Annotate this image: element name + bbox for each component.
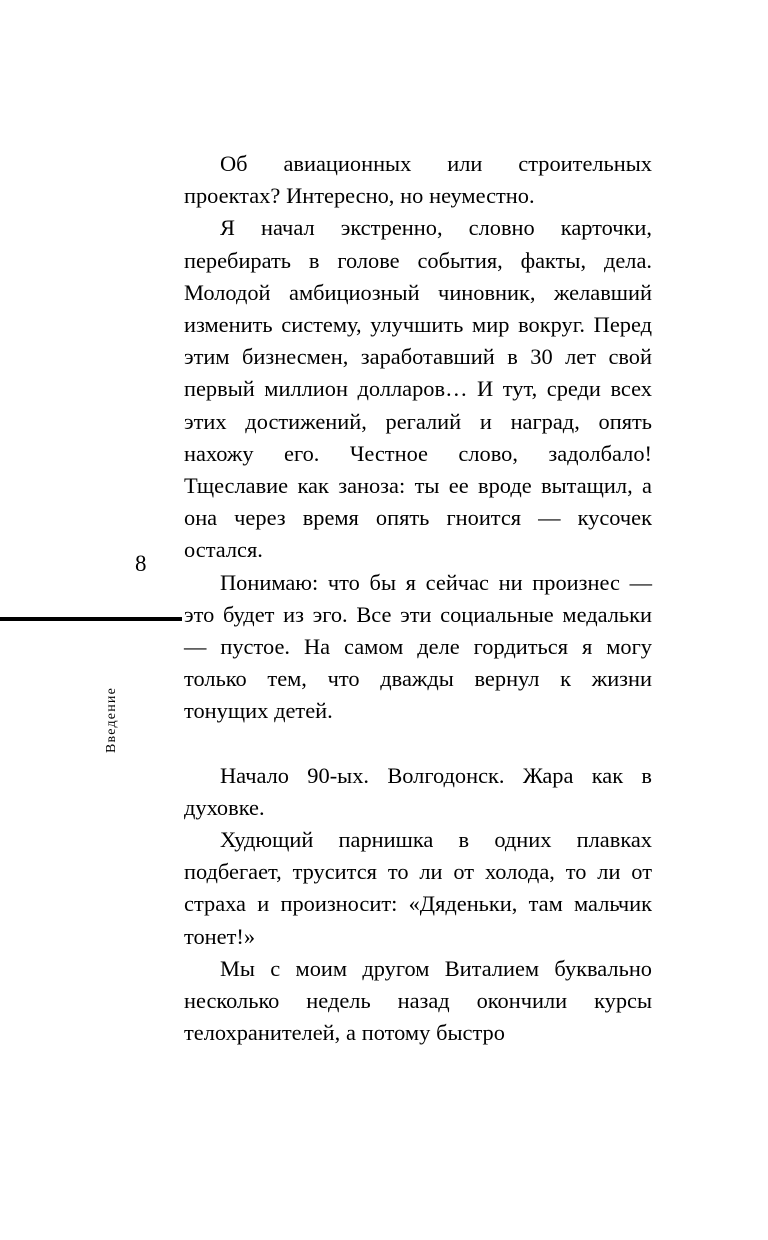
paragraph: Об авиационных или строительных проектах? Интересно, но неуместно. <box>184 151 652 209</box>
paragraph: Худющий парнишка в одних плавках подбегает, трусится то ли от холода, то ли от страха и произносит: «Дяденьки, там мальчик тонет!» <box>184 827 652 949</box>
margin-divider-rule <box>0 617 182 621</box>
paragraph: Понимаю: что бы я сейчас ни произнес — это будет из эго. Все эти социальные медальки — пустое. На самом деле гордиться я могу только тем, что дважды вернул к жизни тонущих детей. <box>184 569 652 724</box>
paragraph: Мы с моим другом Виталием буквально несколько недель назад окончили курсы телохранителей, а потому быстро <box>184 955 652 1046</box>
section-break-spacer <box>184 728 652 760</box>
paragraph: Начало 90-ых. Волгодонск. Жара как в духовке. <box>184 762 652 820</box>
paragraph: Я начал экстренно, словно карточки, перебирать в голове события, факты, дела. Молодой амбициозный чиновник, желавший изменить систему, улучшить мир вокруг. Перед этим бизнесмен, заработавший в 30 лет свой первый миллион долларов… И тут, среди всех этих достижений, регалий и наград, опять нахожу его. Честное слово, задолбало! Тщеславие как заноза: ты ее вроде вытащил, а она через время опять гноится — кусочек остался. <box>184 215 652 563</box>
running-head-label: Введение <box>104 686 119 754</box>
body-text-block <box>184 148 652 1049</box>
running-head <box>104 510 130 754</box>
page-number: 8 <box>135 551 147 576</box>
